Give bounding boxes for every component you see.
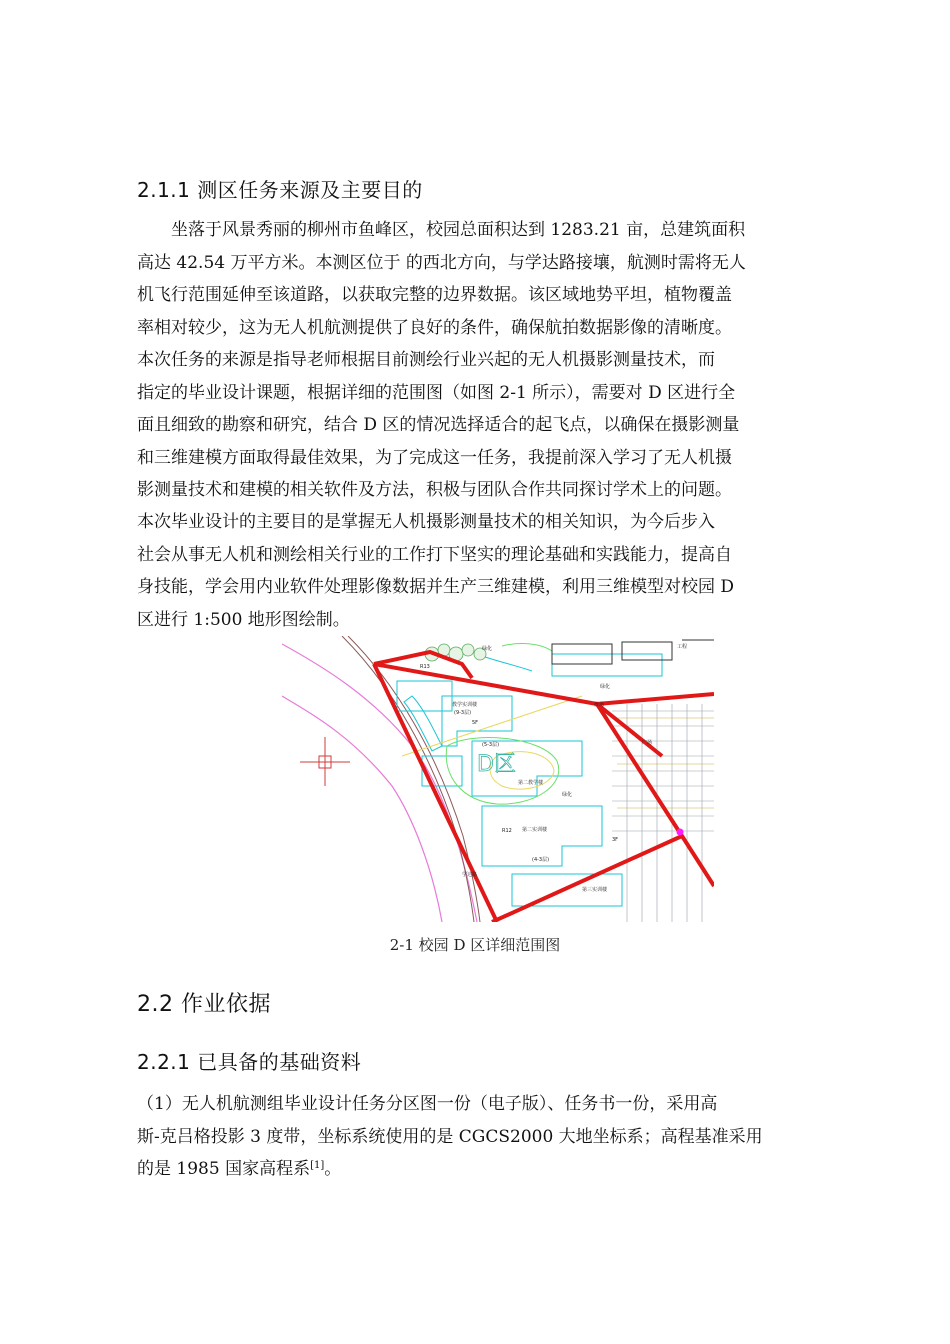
map-label-green: 绿化 — [482, 646, 493, 652]
map-label-playground: 操场 — [594, 702, 605, 708]
map-label-sub4: (4-3层) — [532, 857, 550, 863]
text-line: 和三维建模方面取得最佳效果，为了完成这一任务，我提前深入学习了无人机摄 — [137, 447, 732, 468]
text-line: （1）无人机航测组毕业设计任务分区图一份（电子版）、任务书一份，采用高 — [137, 1094, 718, 1114]
map-label-road: 学达路 — [462, 872, 478, 878]
text-line: 本次任务的来源是指导老师根据目前测绘行业兴起的无人机摄影测量技术，而 — [137, 350, 715, 370]
map-label-lab2: 第二实训楼 — [522, 827, 548, 833]
text-line: 指定的毕业设计课题，根据详细的范围图（如图 2-1 所示），需要对 D 区进行全 — [137, 382, 736, 403]
paragraph-basic-materials — [137, 1088, 817, 1186]
citation-ref[interactable]: [1] — [310, 1160, 325, 1171]
map-label-dorm2: 第二教学楼 — [518, 780, 544, 786]
map-label-green-2: 绿化 — [600, 684, 611, 690]
text-line: 坐落于风景秀丽的柳州市鱼峰区，校园总面积达到 1283.21 亩，总建筑面积 — [137, 220, 746, 240]
text-line — [137, 1153, 817, 1186]
map-label-teach-bldg: 教学实训楼 — [452, 702, 478, 708]
map-label-dorm2-sub: (5-3层) — [482, 742, 500, 748]
map-label-d-zone: D区 — [477, 752, 516, 777]
map-label-r12: R12 — [502, 828, 512, 834]
map-label-teach-sub: (9-3层) — [454, 710, 472, 716]
map-label-square: 广场 — [642, 740, 653, 746]
map-label-lab3: 第三实训楼 — [582, 887, 608, 893]
section-heading-2-2: 2.2 作业依据 — [137, 992, 271, 1017]
paragraph-main-purpose — [137, 506, 817, 636]
text-line: 社会从事无人机和测绘相关行业的工作打下坚实的理论基础和实践能力，提高自 — [137, 544, 732, 565]
map-label-corner: 工程 — [677, 644, 688, 650]
text-line: 区进行 1:500 地形图绘制。 — [137, 609, 350, 630]
map-label-center: 绿化 — [562, 792, 573, 798]
section-heading-2-2-1: 2.2.1 已具备的基础资料 — [137, 1050, 362, 1074]
text-line: 身技能，学会用内业软件处理影像数据并生产三维建模，利用三维模型对校园 D — [137, 577, 735, 597]
text-line: 面且细致的勘察和研究，结合 D 区的情况选择适合的起飞点，以确保在摄影测量 — [137, 415, 740, 435]
text-line: 影测量技术和建模的相关软件及方法，积极与团队合作共同探讨学术上的问题。 — [137, 480, 732, 500]
text-line: 斯-克吕格投影 3 度带，坐标系统使用的是 CGCS2000 大地坐标系；高程基准采用 — [137, 1126, 763, 1147]
text-line: 率相对较少，这为无人机航测提供了良好的条件，确保航拍数据影像的清晰度。 — [137, 317, 732, 338]
map-label-3f: 3F — [612, 837, 619, 843]
campus-d-zone-map — [282, 636, 714, 922]
text-line: 本次毕业设计的主要目的是掌握无人机摄影测量技术的相关知识，为今后步入 — [137, 512, 715, 532]
text-line-last: 的是 1985 国家高程系 — [137, 1159, 311, 1179]
map-label-r13: R13 — [420, 664, 430, 670]
paragraph-task-source — [137, 344, 817, 507]
figure-caption: 2-1 校园 D 区详细范围图 — [389, 936, 561, 954]
section-heading-2-1-1: 2.1.1 测区任务来源及主要目的 — [137, 178, 423, 202]
map-label-5f: 5F — [472, 720, 479, 726]
text-line-end: 。 — [324, 1159, 342, 1179]
paragraph-campus-intro — [137, 214, 817, 344]
text-line: 机飞行范围延伸至该道路，以获取完整的边界数据。该区域地势平坦，植物覆盖 — [137, 285, 732, 305]
text-line: 高达 42.54 万平方米。本测区位于 的西北方向，与学达路接壤，航测时需将无人 — [137, 252, 746, 273]
